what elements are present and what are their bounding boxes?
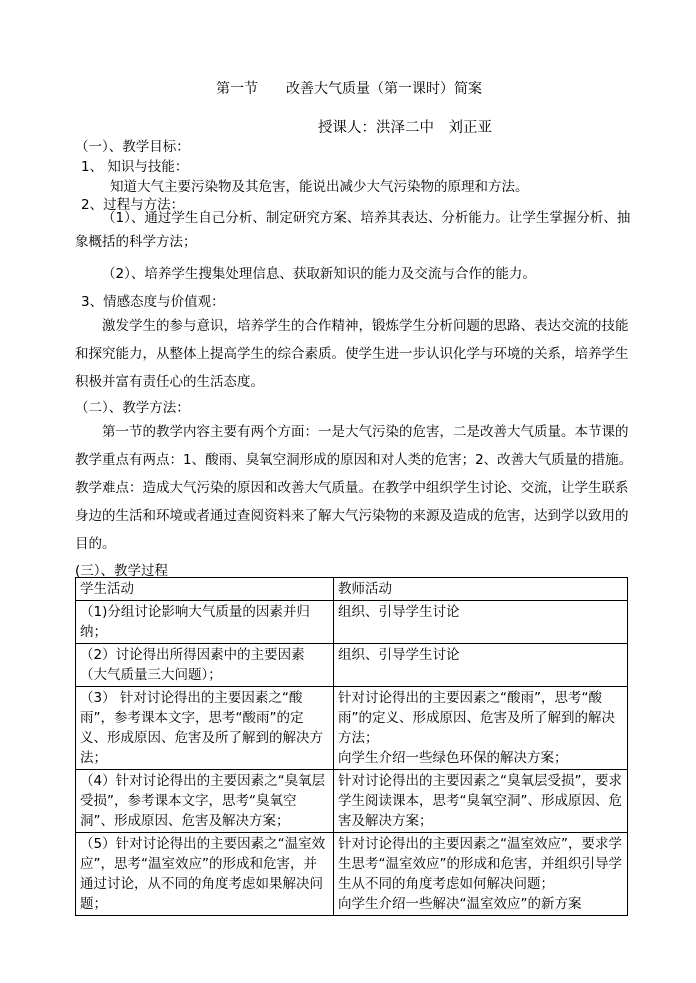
student-activity-cell: （5）针对讨论得出的主要因素之“温室效应”，思考“温室效应”的形成和危害，并通过讨论，从不同的角度考虑如果解决问题； — [76, 833, 334, 916]
subsection-attitude: 3、情感态度与价值观： — [81, 294, 225, 310]
section-2-heading: （二）、教学方法： — [75, 400, 190, 416]
teacher-activity-cell: 组织、引导学生讨论 — [334, 601, 628, 644]
author-line: 授课人：洪泽二中 刘正亚 — [318, 120, 492, 136]
subsection-process: 2、过程与方法： — [81, 197, 185, 213]
table-row — [76, 833, 628, 916]
teacher-activity-cell: 针对讨论得出的主要因素之“温室效应”，要求学生思考“温室效应”的形成和危害，并组织引导学生从不同的角度考虑如何解决问题； 向学生介绍一些解决“温室效应”的新方案 — [334, 833, 628, 916]
method-paragraph: 第一节的教学内容主要有两个方面：一是大气污染的危害，二是改善大气质量。本节课的教学重点有两点：1、酸雨、臭氧空洞形成的原因和对人类的危害；2、改善大气质量的措施。教学难点：造成大气污染的原因和改善大气质量。在教学中组织学生讨论、交流，让学生联系身边的生活和环境或者通过查阅资料来了解大气污染物的来源及造成的危害，达到学以致用的目的。 — [75, 424, 633, 552]
header-teacher-activity: 教师活动 — [334, 578, 628, 601]
teacher-activity-cell: 针对讨论得出的主要因素之“酸雨”，思考“酸雨”的定义、形成原因、危害及所了解到的解决方法； 向学生介绍一些绿色环保的解决方案； — [334, 687, 628, 770]
section-1-heading: （一）、教学目标： — [75, 139, 190, 155]
table-header-row — [76, 578, 628, 601]
process-paragraph-1: （1）、通过学生自己分析、制定研究方案、培养其表达、分析能力。让学生掌握分析、抽象概括的科学方法； — [75, 210, 631, 250]
table-row — [76, 644, 628, 687]
table-row — [76, 687, 628, 770]
teacher-activity-cell: 针对讨论得出的主要因素之“臭氧层受损”，要求学生阅读课本，思考“臭氧空洞”、形成原因、危害及解决方案； — [334, 770, 628, 833]
student-activity-cell: （3） 针对讨论得出的主要因素之“酸雨”，参考课本文字，思考“酸雨”的定义、形成原因、危害及所了解到的解决方法； — [76, 687, 334, 770]
student-activity-cell: （4）针对讨论得出的主要因素之“臭氧层受损”，参考课本文字，思考“臭氧空洞”、形成原因、危害及解决方案； — [76, 770, 334, 833]
table-row — [76, 770, 628, 833]
knowledge-text: 知道大气主要污染物及其危害，能说出减少大气污染物的原理和方法。 — [110, 179, 529, 195]
teaching-process-table — [75, 577, 628, 916]
subsection-knowledge: 1、 知识与技能： — [81, 159, 189, 175]
teacher-activity-cell: 组织、引导学生讨论 — [334, 644, 628, 687]
student-activity-cell: （2）讨论得出所得因素中的主要因素（大气质量三大问题）； — [76, 644, 334, 687]
attitude-paragraph: 激发学生的参与意识，培养学生的合作精神，锻炼学生分析问题的思路、表达交流的技能和探究能力，从整体上提高学生的综合素质。使学生进一步认识化学与环境的关系，培养学生积极并富有责任心的生活态度。 — [75, 318, 629, 390]
process-paragraph-2: （2）、培养学生搜集处理信息、获取新知识的能力及交流与合作的能力。 — [102, 266, 536, 282]
student-activity-cell: （1)分组讨论影响大气质量的因素并归纳； — [76, 601, 334, 644]
header-student-activity: 学生活动 — [76, 578, 334, 601]
table-row — [76, 601, 628, 644]
section-3-heading: (三）、教学过程 — [75, 563, 169, 579]
document-title: 第一节 改善大气质量（第一课时）简案 — [216, 81, 482, 97]
